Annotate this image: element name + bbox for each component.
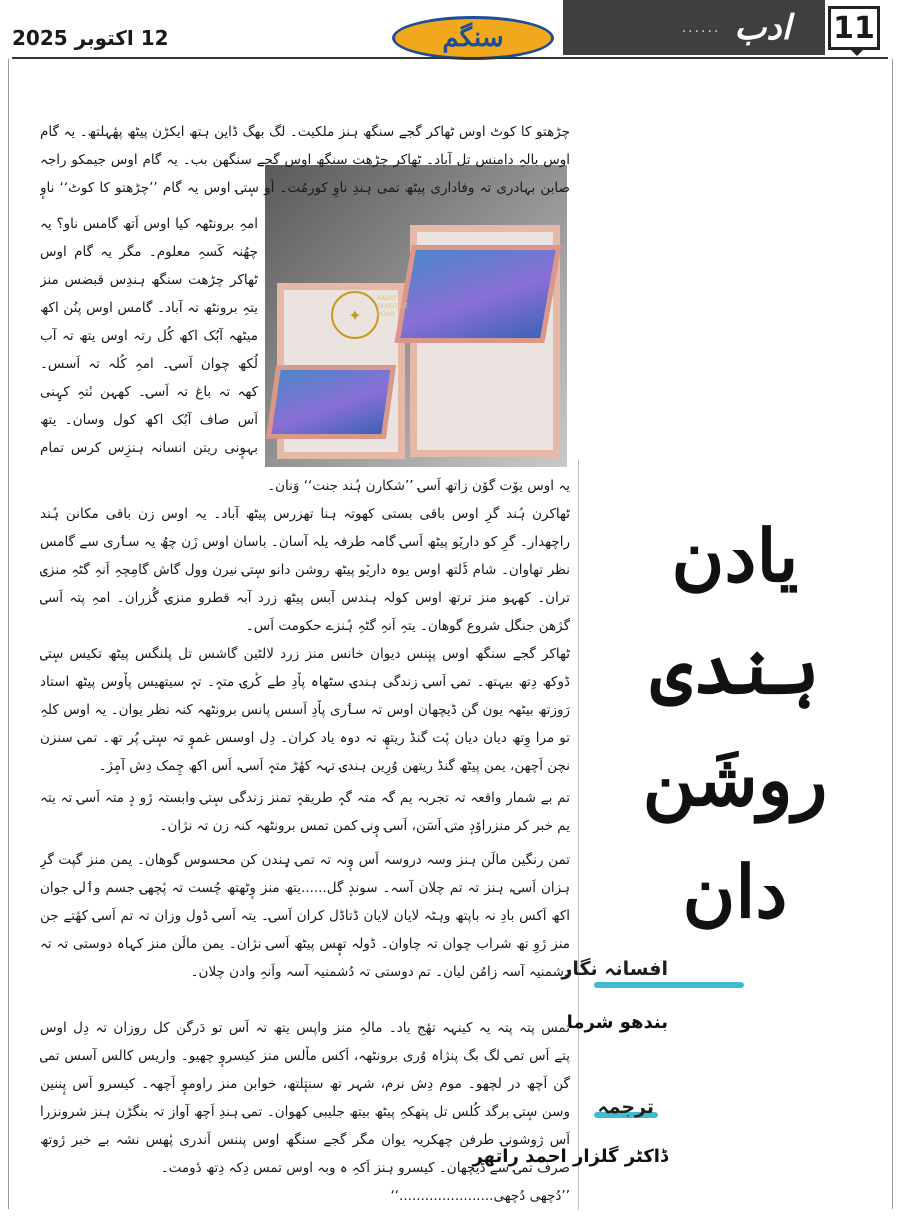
title-line-3: روشَن — [642, 737, 828, 822]
section-title: ادب — [734, 7, 791, 48]
paragraph-5: ٹھاکرن ہُند گرِ اوس باقی بستی کھوتہ ہنا تھزرس پیٹھ آباد۔ یہ اوس زن باقی مکانن ہُند راچھدار۔ گرِ کو داریٚو پیٹھ اَسۍ گامہ طرفہ یلہ آسان۔ باسان اوس زَن چھُ یہ سٲری سے گامس نظر تھاوان۔ شام ڈَلتھ اوس یوہ داریٚو پیٹھ روشن دانو سٕتۍ نیرن وول گاش گامِچہِ اَنہِ گٹہِ منزۍ تران۔ کھہو منز ترتھ اوس کولہ ہندس آبس پیٹھ زرد آبہ قطرو منزۍ گُزران۔ امہِ پتہ اَسۍ گژھن جنگل شروع گوھان۔ یتہِ اَنہِ گٹہِ ہُنزے حکومت اَس۔ — [40, 506, 570, 634]
right-border — [892, 59, 893, 1209]
article-photo — [265, 165, 567, 467]
paragraph-9: تمس پتہ پتہ یہ کینہہ تھٔج یاد۔ مالہِ منز واپس یتھ تہ اَس تو دَرگن کل روزان تہ دِل اوس — [40, 1020, 570, 1036]
paragraph-8: تمن رنگین مالَن ہنز وسہ دروسہ اَس وٕنہ تہ تمۍ ہٕندن کن محسوس گوھان۔ یمن منز گپت گرِ ہزان اَسۍ، ہنز تہ تم چلان آسہ۔ سوندٕ گل......یتھ منز وٕٹھتھ چُست تہ پٔچھۍ جسم وٲلۍ جوان اکھ اَکس بادِ نہ باپتھ وہٹہ لایان لایان ڈتاڈل کران اَسۍ۔ یتہ اَسۍ ڈول وزان تہ تم اَسۍ کھٔتے جن منز رٔوِ تھ شراب چوان تہ چاوان۔ ڈولہ تھٕس پیٹھ اَسۍ نژان۔ یمن مالَن منز کہاہ دوستی تہ تہ دشمنیہ آسہ زامُن لیان۔ تم دوستی تہ دُشمنیہ آسہ واَنہِ وادن چلان۔ — [40, 852, 570, 980]
newspaper-logo[interactable] — [392, 16, 554, 60]
brand-badge-caption: RADIO SENSITIVE ROAD — [377, 295, 408, 318]
author-name: بندھو شرما — [566, 1012, 668, 1033]
title-line-1: یادن — [671, 513, 799, 598]
paragraph-4: یہ اوس یوٚت گوٚن زاتھ اَسۍ ’’شکارن ہُند جنت‘‘ وَنان۔ — [267, 478, 570, 494]
paragraph-3: میٹھہ آبُک اکھ کُل رتہ اوس یتھ تہ آب لُکھ چوان اَسۍ۔ امہِ کُلہ تہ اَسس۔ کھہ تہ باغ تہ اَسۍ۔ کھہن نٔتہِ کہِنی اَس صاف آبُک اکھ کول وسان۔ یتھ بہوٕنی ریتن انسانہ ہنزِس کرس تمام — [40, 328, 258, 456]
paragraph-10: پتے اَس تمۍ لگ بگ پنژاہ وُری برونٹھہ، اَکس ماٚلس منز کیسروٕ چھیو۔ واریس کالس آسس تمۍ گن اَچھ در لچھو۔ موم دِش نرم، شہر تھ سنتٕلتھ، خوابن منز راوموٕ اَچھہ۔ کیسرو اَس پٕننین وسن سٕتۍ برگد کُلس تل پتھکہِ پیٹھ بیتھ جلیبی کھوان۔ تمۍ ہندِ اَچھ آواز تہ بنگڑن ہنز شرونزرا اَس ژوشونۍ طرفن چھکریہ یوان مگر گجے سنگھ اوس پننس اَندری پٔھس نشہ بے خبر رٔوتھ صرف تمۍ سے ڈیچھان۔ کیسرو ہنز اَکہِ ہ وبہ اوس تمس دِکہ دِتھ دٔومت۔ — [40, 1048, 570, 1176]
author-label: افسانہ نگار — [561, 958, 668, 980]
paragraph-1: چڑھتو کا کوٹ اوس ٹھاکر گجے سنگھ ہنز ملکیت۔ لگ بھگ ڈاین ہتھ ایکڑن پیٹھ پھٔہلتھ۔ یہ گام اوس بالہِ دامنس تل آباد۔ ٹھاکر چڑھت سنگھ اوس گجے سنگھن بب۔ یہ گام اوس جیمکو راجہ صابن بہادری تہ وفاداری پیٹھ تمی ہندِ ناوِ کورمُت۔ اَو سٕتۍ اوس یہ گام ’’چڑھتو کا کوٹ‘‘ ناوٕ — [40, 124, 570, 196]
column-divider — [578, 460, 579, 1210]
paragraph-11: ’’دُچھی دُچھی......................‘‘ — [390, 1188, 570, 1204]
paragraph-2: امہِ برونٹھہ کیا اوس اَتھ گامس ناو؟ یہ چھُنہ کَسہِ معلوم۔ مگر یہ گام اوس ٹھاکر چڑھت سنگھ ہندِس قبضس منز یتہِ برونٹھ تہ آباد۔ گامس اوس پنُن اکھ — [40, 216, 258, 316]
author-label-bar — [594, 982, 744, 988]
section-header — [563, 0, 825, 55]
translator-label: ترجمہ — [597, 1096, 654, 1118]
title-line-4: دان — [682, 849, 788, 934]
issue-date: 12 اکتوبر 2025 — [12, 26, 169, 50]
header-rule — [12, 57, 888, 59]
section-dots: ...... — [681, 19, 721, 36]
brand-badge-icon: ✦ — [331, 291, 379, 339]
window-pane-right — [394, 245, 561, 343]
left-border — [8, 59, 9, 1209]
translator-name: ڈاکٹر گلزار احمد راتھر — [472, 1146, 668, 1167]
article-title — [590, 500, 880, 948]
window-pane-left — [266, 365, 396, 439]
page-number: 11 — [828, 6, 880, 50]
paragraph-7: تم بے شمار واقعہ تہ تجربہ یم گہ متہ گہٕ طریقہٕ تمنز زندگی سٕتۍ وابستہ رٔو دٕ متہ اَسۍ تہ یتہ یم خبر کر منزراوٚدٕ متۍ اَسَن، اَسۍ وٕنۍ کمن تمس برونٹھہ کنہ زن تہ نژان۔ — [40, 790, 570, 834]
logo-text: سنگم — [442, 23, 504, 53]
title-line-2: ہندی — [650, 625, 820, 710]
paragraph-6: ٹھاکر گجے سنگھ اوس پنٕنس دیوان خانس منز زرد لالٹین گاشس تل پلنگس پیٹھ تکیس سٕتۍ ڈوکھ دِتھ بیہتھ۔ تمۍ اَسۍ زندگی ہندۍ سٹھاہ پاٚدِ طے کٔرۍ متہٕ۔ تہٕ سیتھیس پاٚوس پیٹھ استاد رَوزتھ بیٹھہ یون گن ڈیچھان اوس تہ سٲری پاٚدِ اَسس پانس برونٹھہ کنہ نظر یوان۔ یہ اوس کلہِ تو مرا وِتھ دیان دیان پٔت گنڈ ریتھٕ تہ دوہ یاد کران۔ دِل اوسس غموٕ تہ سٕتۍ پُر تھ۔ تمۍ سنزن نچن اَچھن، یمن پیٹھ گنڈ ریتھن وُرِین ہندۍ تہہ کھٔڑ متہٕ اَسۍ، اَس اکھ چِمک دِش آمٕژ۔ — [40, 646, 570, 774]
